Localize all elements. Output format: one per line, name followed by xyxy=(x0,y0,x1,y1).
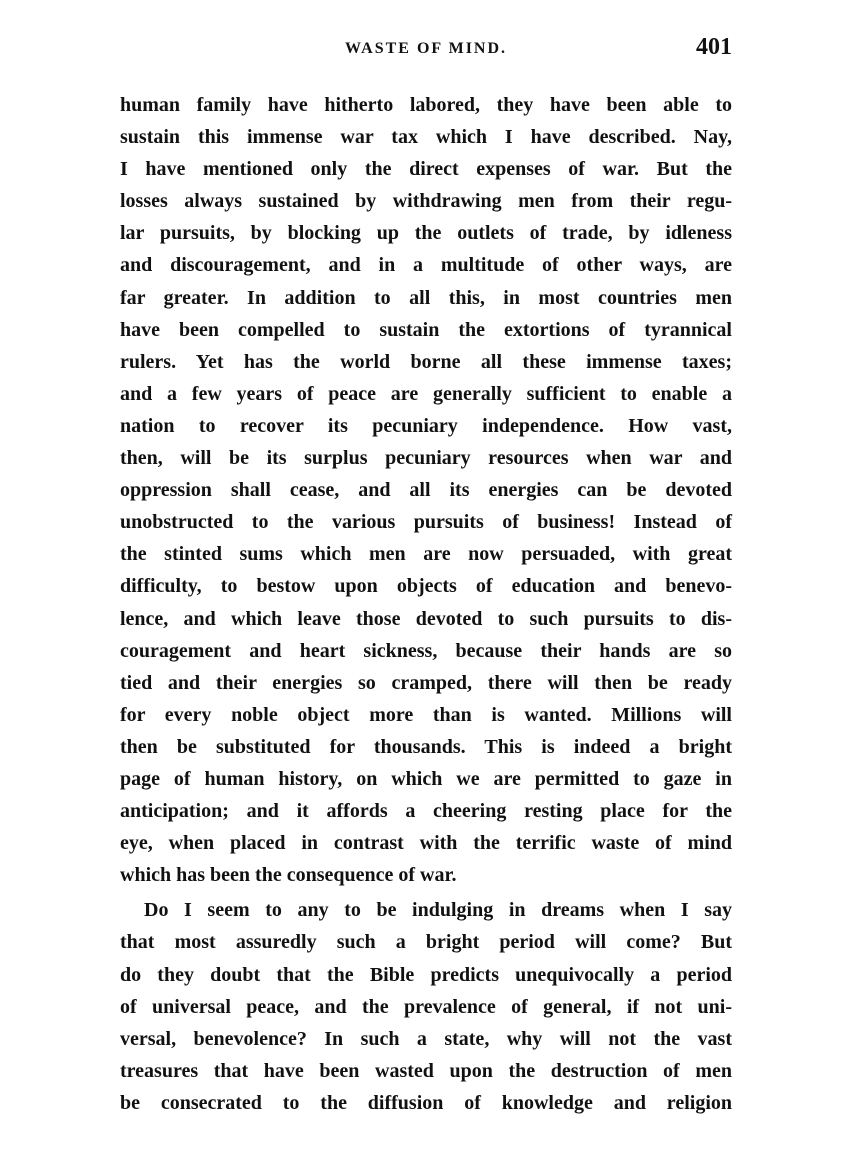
text-line: nation to recover its pecuniary independence. How vast, xyxy=(120,414,732,437)
text-line: and a few years of peace are generally sufficient to enable a xyxy=(120,382,732,405)
text-line: couragement and heart sickness, because their hands are so xyxy=(120,639,732,662)
text-line: be consecrated to the diffusion of knowledge and religion xyxy=(120,1091,732,1114)
running-head-title: WASTE OF MIND. xyxy=(344,40,508,57)
text-line: Do I seem to any to be indulging in dreams when I say xyxy=(144,899,732,922)
text-line: lence, and which leave those devoted to such pursuits to dis- xyxy=(120,607,732,630)
body-text xyxy=(120,89,732,1119)
text-line: page of human history, on which we are permitted to gaze in xyxy=(120,767,732,790)
text-line: difficulty, to bestow upon objects of education and benevo- xyxy=(120,575,732,598)
text-line: I have mentioned only the direct expenses of war. But the xyxy=(120,158,732,181)
text-line: oppression shall cease, and all its energies can be devoted xyxy=(120,479,732,502)
text-line: then, will be its surplus pecuniary resources when war and xyxy=(120,447,732,470)
text-line: of universal peace, and the prevalence of general, if not uni- xyxy=(120,995,732,1018)
paragraph xyxy=(120,894,732,1119)
text-line: which has been the consequence of war. xyxy=(120,864,457,887)
text-line: treasures that have been wasted upon the destruction of men xyxy=(120,1059,732,1082)
text-line: then be substituted for thousands. This is indeed a bright xyxy=(120,735,732,758)
page-number: 401 xyxy=(696,34,732,60)
text-line: have been compelled to sustain the extortions of tyrannical xyxy=(120,318,732,341)
text-line: tied and their energies so cramped, there will then be ready xyxy=(120,671,732,694)
text-line: do they doubt that the Bible predicts unequivocally a period xyxy=(120,963,732,986)
text-line: far greater. In addition to all this, in most countries men xyxy=(120,286,732,309)
text-line: lar pursuits, by blocking up the outlets of trade, by idleness xyxy=(120,222,732,245)
text-line: versal, benevolence? In such a state, why will not the vast xyxy=(120,1027,732,1050)
text-line: for every noble object more than is wanted. Millions will xyxy=(120,703,732,726)
running-head xyxy=(120,34,732,64)
text-line: the stinted sums which men are now persuaded, with great xyxy=(120,543,732,566)
text-line: rulers. Yet has the world borne all these immense taxes; xyxy=(120,350,732,373)
text-line: human family have hitherto labored, they have been able to xyxy=(120,94,732,116)
text-line: losses always sustained by withdrawing men from their regu- xyxy=(120,190,732,213)
text-line: eye, when placed in contrast with the terrific waste of mind xyxy=(120,832,732,855)
text-line: sustain this immense war tax which I have described. Nay, xyxy=(120,126,732,149)
text-line: anticipation; and it affords a cheering resting place for the xyxy=(120,800,732,823)
text-line: and discouragement, and in a multitude of other ways, are xyxy=(120,254,732,277)
text-line: unobstructed to the various pursuits of business! Instead of xyxy=(120,511,732,534)
text-line: that most assuredly such a bright period will come? But xyxy=(120,931,732,954)
paragraph xyxy=(120,89,732,891)
